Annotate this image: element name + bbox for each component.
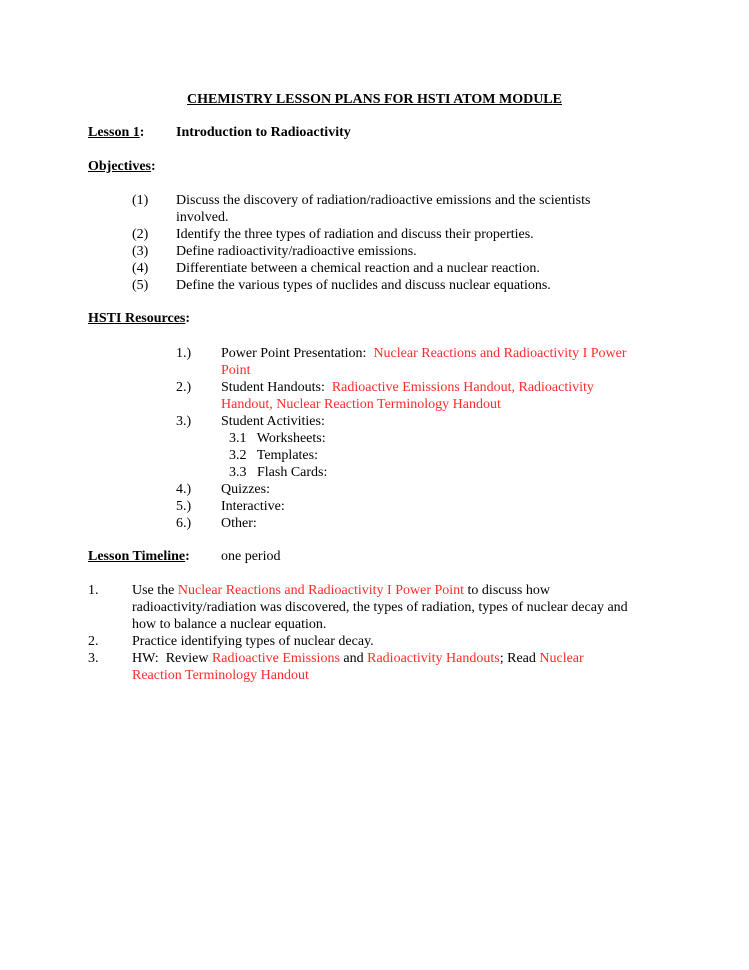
objective-number: (3) bbox=[132, 244, 149, 259]
step-text bbox=[132, 650, 584, 667]
resource-activities: Student Activities: bbox=[221, 414, 325, 429]
step-text: Practice identifying types of nuclear decay. bbox=[132, 634, 374, 649]
objectives-colon: : bbox=[150, 159, 156, 174]
step-text-continued: radioactivity/radiation was discovered, the types of radiation, types of nuclear decay and bbox=[132, 600, 628, 615]
lesson-heading bbox=[88, 124, 144, 141]
objective-text: Discuss the discovery of radiation/radioactive emissions and the scientists bbox=[176, 193, 591, 208]
powerpoint-link-continued[interactable]: Point bbox=[221, 363, 251, 378]
objective-text: Differentiate between a chemical reaction and a nuclear reaction. bbox=[176, 261, 540, 276]
handouts-link[interactable]: Radioactive Emissions Handout, Radioactivity bbox=[331, 380, 594, 395]
resources-heading bbox=[88, 310, 190, 327]
resource-powerpoint bbox=[221, 345, 627, 362]
timeline-label: Lesson Timeline bbox=[88, 549, 186, 564]
timeline-value: one period bbox=[221, 549, 281, 564]
resource-other: Other: bbox=[221, 516, 257, 531]
radioactivity-handouts-link[interactable]: Radioactivity Handouts bbox=[367, 651, 500, 666]
handouts-link-continued[interactable]: Handout, Nuclear Reaction Terminology Handout bbox=[221, 397, 501, 412]
objective-text-continued: involved. bbox=[176, 210, 229, 225]
resource-number: 3.) bbox=[176, 414, 192, 429]
objective-number: (2) bbox=[132, 227, 149, 242]
objective-text: Define radioactivity/radioactive emissions. bbox=[176, 244, 417, 259]
step-text-segment: ; Read bbox=[499, 651, 540, 666]
resource-number: 1.) bbox=[176, 346, 192, 361]
objective-number: (1) bbox=[132, 193, 149, 208]
step-text-continued: how to balance a nuclear equation. bbox=[132, 617, 327, 632]
step-text-segment: HW: Review bbox=[132, 651, 212, 666]
timeline-heading bbox=[88, 548, 190, 565]
lesson-colon: : bbox=[139, 125, 145, 140]
objectives-heading bbox=[88, 158, 156, 175]
objectives-label: Objectives bbox=[88, 159, 151, 174]
terminology-handout-link-continued[interactable]: Reaction Terminology Handout bbox=[132, 668, 309, 683]
resources-label: HSTI Resources bbox=[88, 311, 186, 326]
terminology-handout-link[interactable]: Nuclear bbox=[539, 651, 584, 666]
resource-interactive: Interactive: bbox=[221, 499, 285, 514]
resource-number: 5.) bbox=[176, 499, 192, 514]
activity-sub-item: 3.1 Worksheets: bbox=[229, 431, 326, 446]
lesson-label: Lesson 1 bbox=[88, 125, 140, 140]
resource-label: Power Point Presentation: bbox=[221, 346, 374, 361]
activity-sub-item: 3.3 Flash Cards: bbox=[229, 465, 328, 480]
activity-sub-item: 3.2 Templates: bbox=[229, 448, 318, 463]
step-text-segment: Use the bbox=[132, 583, 178, 598]
resource-number: 4.) bbox=[176, 482, 192, 497]
page-title: CHEMISTRY LESSON PLANS FOR HSTI ATOM MODULE bbox=[187, 92, 562, 107]
resources-colon: : bbox=[185, 311, 191, 326]
objective-number: (4) bbox=[132, 261, 149, 276]
objective-text: Identify the three types of radiation and discuss their properties. bbox=[176, 227, 534, 242]
objective-text: Define the various types of nuclides and discuss nuclear equations. bbox=[176, 278, 551, 293]
powerpoint-link[interactable]: Nuclear Reactions and Radioactivity I Power bbox=[373, 346, 627, 361]
emissions-handout-link[interactable]: Radioactive Emissions bbox=[211, 651, 340, 666]
resource-number: 2.) bbox=[176, 380, 192, 395]
step-number: 2. bbox=[88, 634, 99, 649]
resource-quizzes: Quizzes: bbox=[221, 482, 270, 497]
powerpoint-link[interactable]: Nuclear Reactions and Radioactivity I Power Point bbox=[177, 583, 465, 598]
step-text bbox=[132, 582, 550, 599]
step-number: 1. bbox=[88, 583, 99, 598]
step-text-segment: and bbox=[339, 651, 368, 666]
timeline-colon: : bbox=[185, 549, 190, 564]
resource-handouts bbox=[221, 379, 594, 396]
resource-number: 6.) bbox=[176, 516, 192, 531]
lesson-title: Introduction to Radioactivity bbox=[176, 125, 351, 140]
resource-label: Student Handouts: bbox=[221, 380, 332, 395]
step-text-segment: to discuss how bbox=[464, 583, 550, 598]
objective-number: (5) bbox=[132, 278, 149, 293]
step-number: 3. bbox=[88, 651, 99, 666]
